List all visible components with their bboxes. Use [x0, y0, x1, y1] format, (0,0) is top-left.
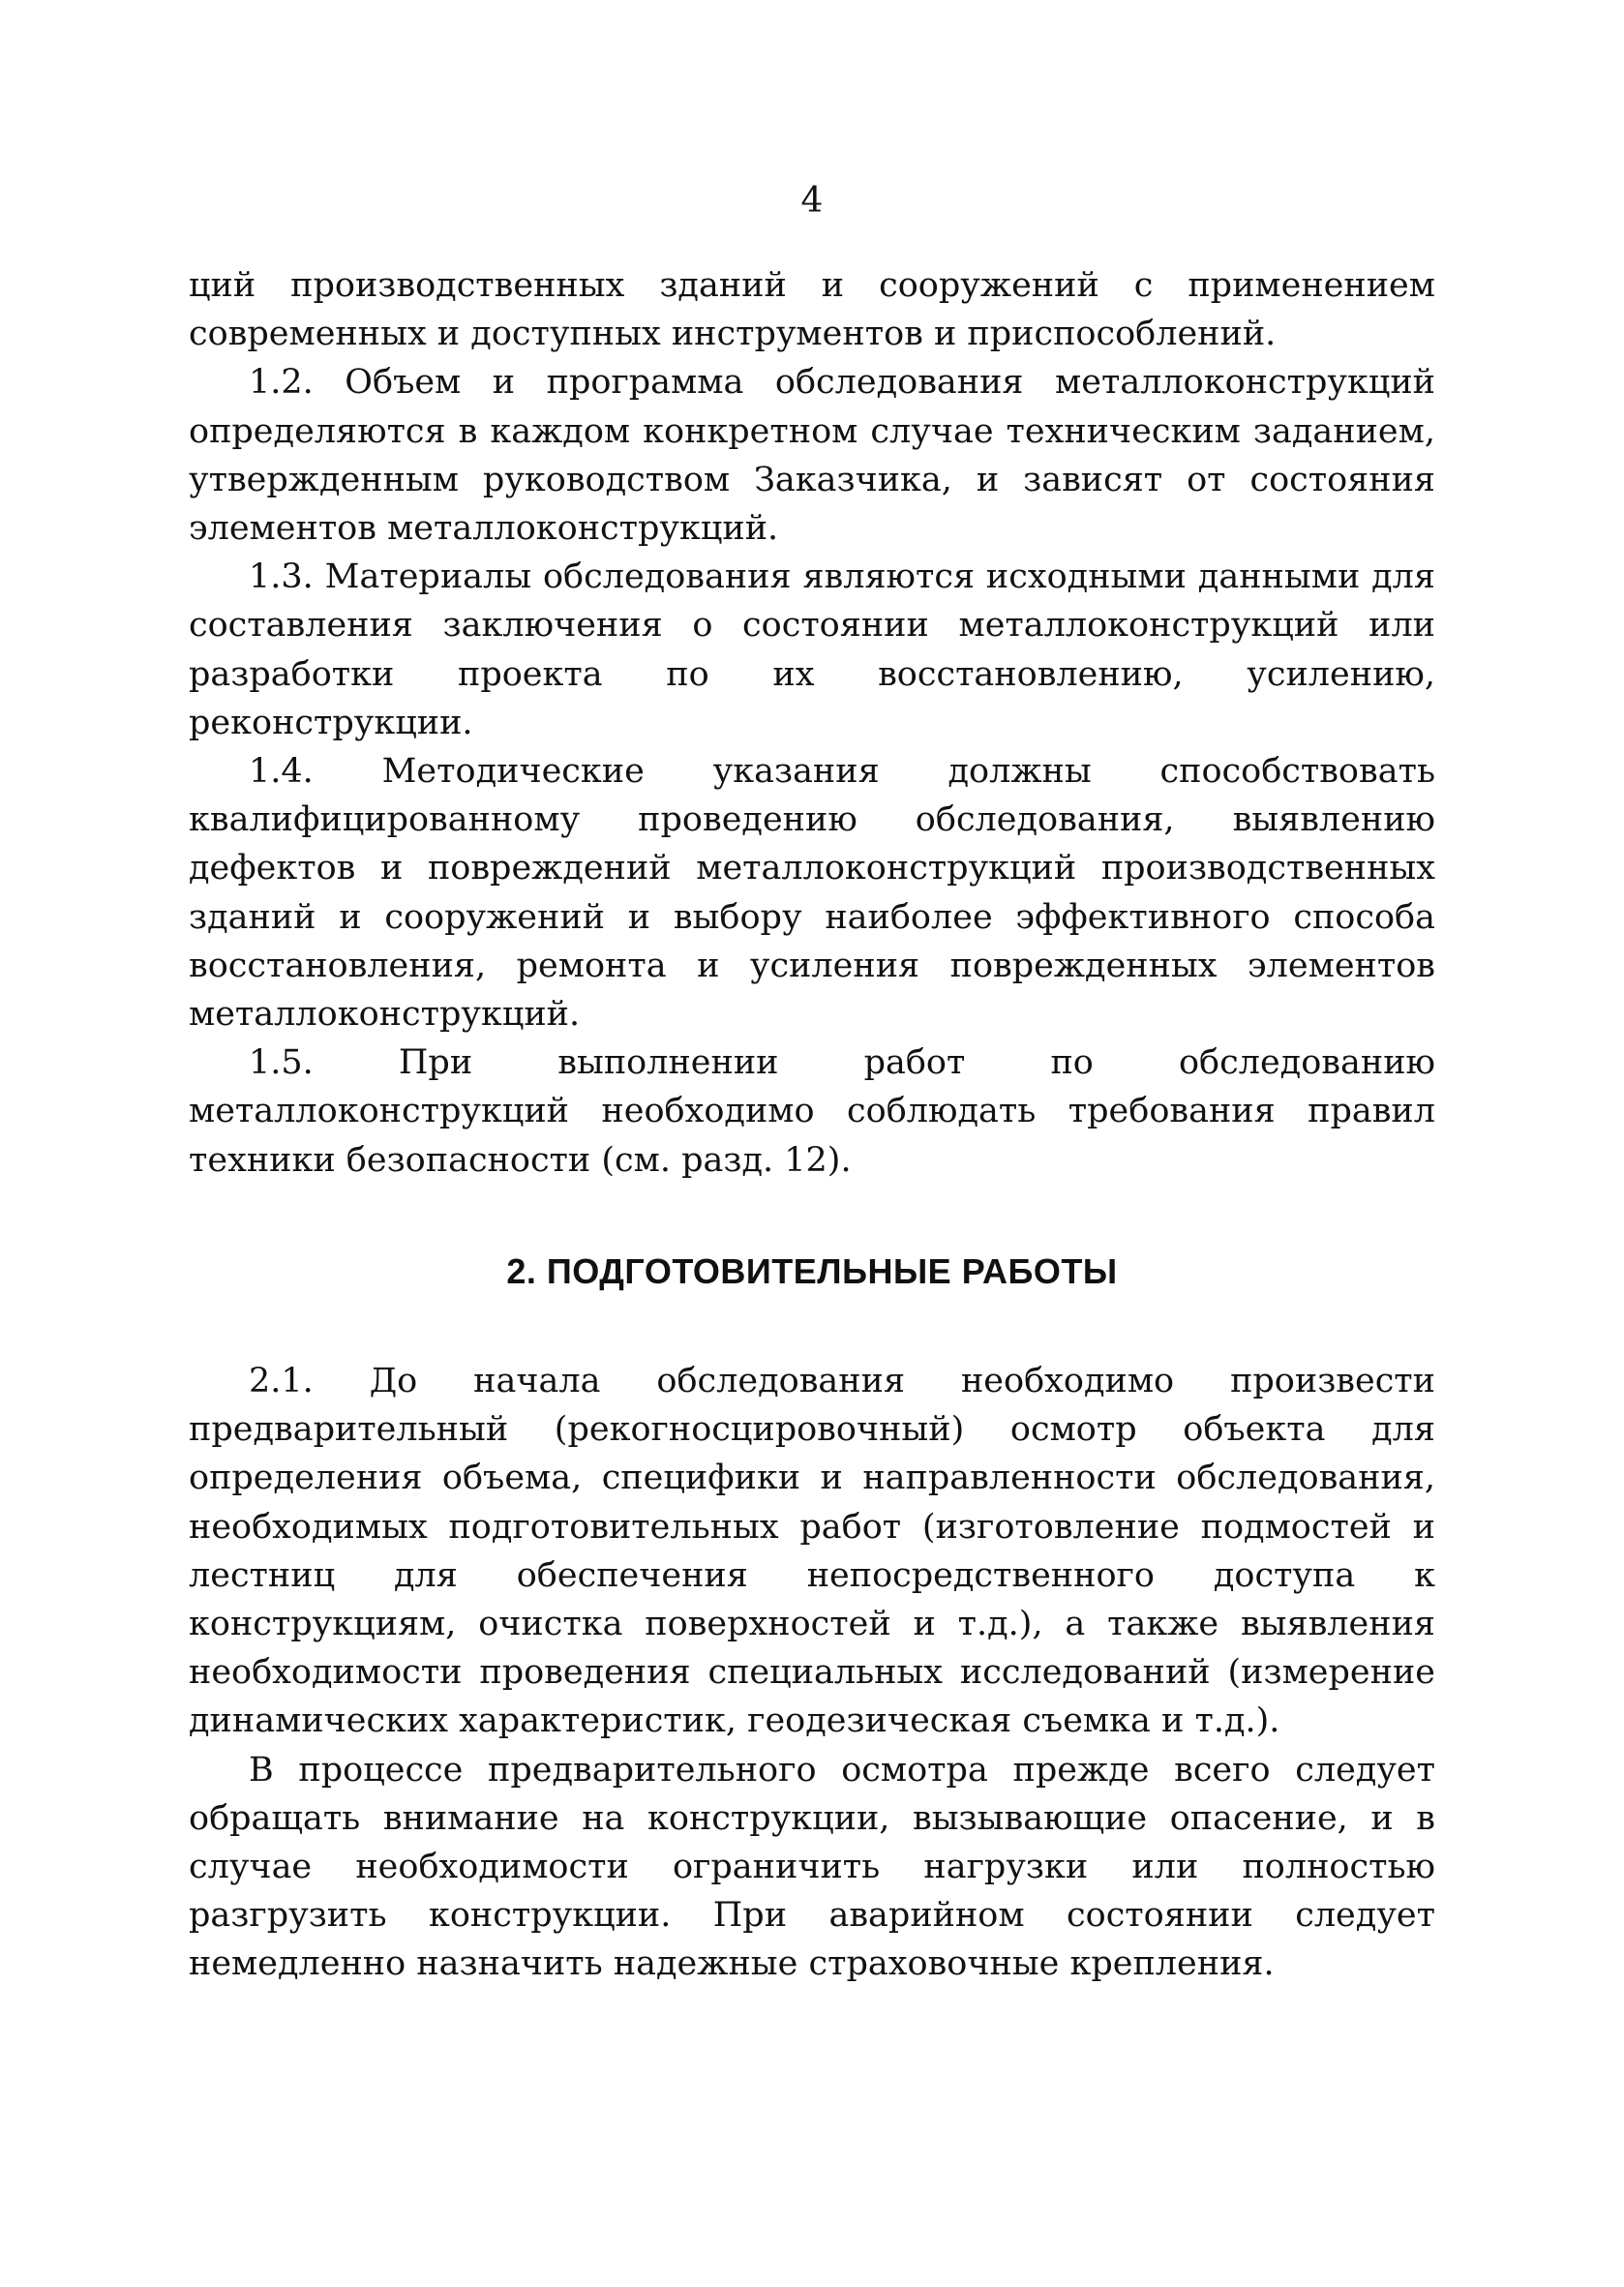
section-2-text — [189, 1357, 1435, 1989]
continued-paragraph: ций производственных зданий и сооружений с применением современных и доступных инструментов и приспособлений. — [189, 266, 1435, 354]
paragraph-2-1: 2.1. До начала обследования необходимо произвести предварительный (рекогносцировочный) осмотр объекта для определения объема, специфики и направленности обследования, необходимых подготовительных работ (изготовление подмостей и лестниц для обеспечения непосредственного доступа к конструкциям, очистка поверхностей и т.д.), а также выявления необходимости проведения специальных исследований (измерение динамических характеристик, геодезическая съемка и т.д.). — [189, 1362, 1435, 1741]
paragraph-1-2: 1.2. Объем и программа обследования металлоконструкций определяются в каждом конкретном случае техническим заданием, утвержденным руководством Заказчика, и зависят от состояния элементов металлоконструкций. — [189, 363, 1435, 549]
paragraph-1-3: 1.3. Материалы обследования являются исходными данными для составления заключения о состоянии металлоконструкций или разработки проекта по их восстановлению, усилению, реконструкции. — [189, 557, 1435, 742]
section-1-text — [189, 261, 1435, 1185]
paragraph-1-5: 1.5. При выполнении работ по обследованию металлоконструкций необходимо соблюдать требования правил техники безопасности (см. разд. 12). — [189, 1043, 1435, 1180]
page-number: 4 — [800, 181, 824, 221]
section-heading: 2. ПОДГОТОВИТЕЛЬНЫЕ РАБОТЫ — [506, 1251, 1118, 1291]
paragraph-1-4: 1.4. Методические указания должны способствовать квалифицированному проведению обследования, выявлению дефектов и повреждений металлоконструкций производственных зданий и сооружений и выбору наиболее эффективного способа восстановления, ремонта и усиления поврежденных элементов металлоконструкций. — [189, 752, 1435, 1035]
paragraph-2-1-continued: В процессе предварительного осмотра прежде всего следует обращать внимание на конструкции, вызывающие опасение, и в случае необходимости ограничить нагрузки или полностью разгрузить конструкции. При аварийном состоянии следует немедленно назначить надежные страховочные крепления. — [189, 1750, 1435, 1984]
